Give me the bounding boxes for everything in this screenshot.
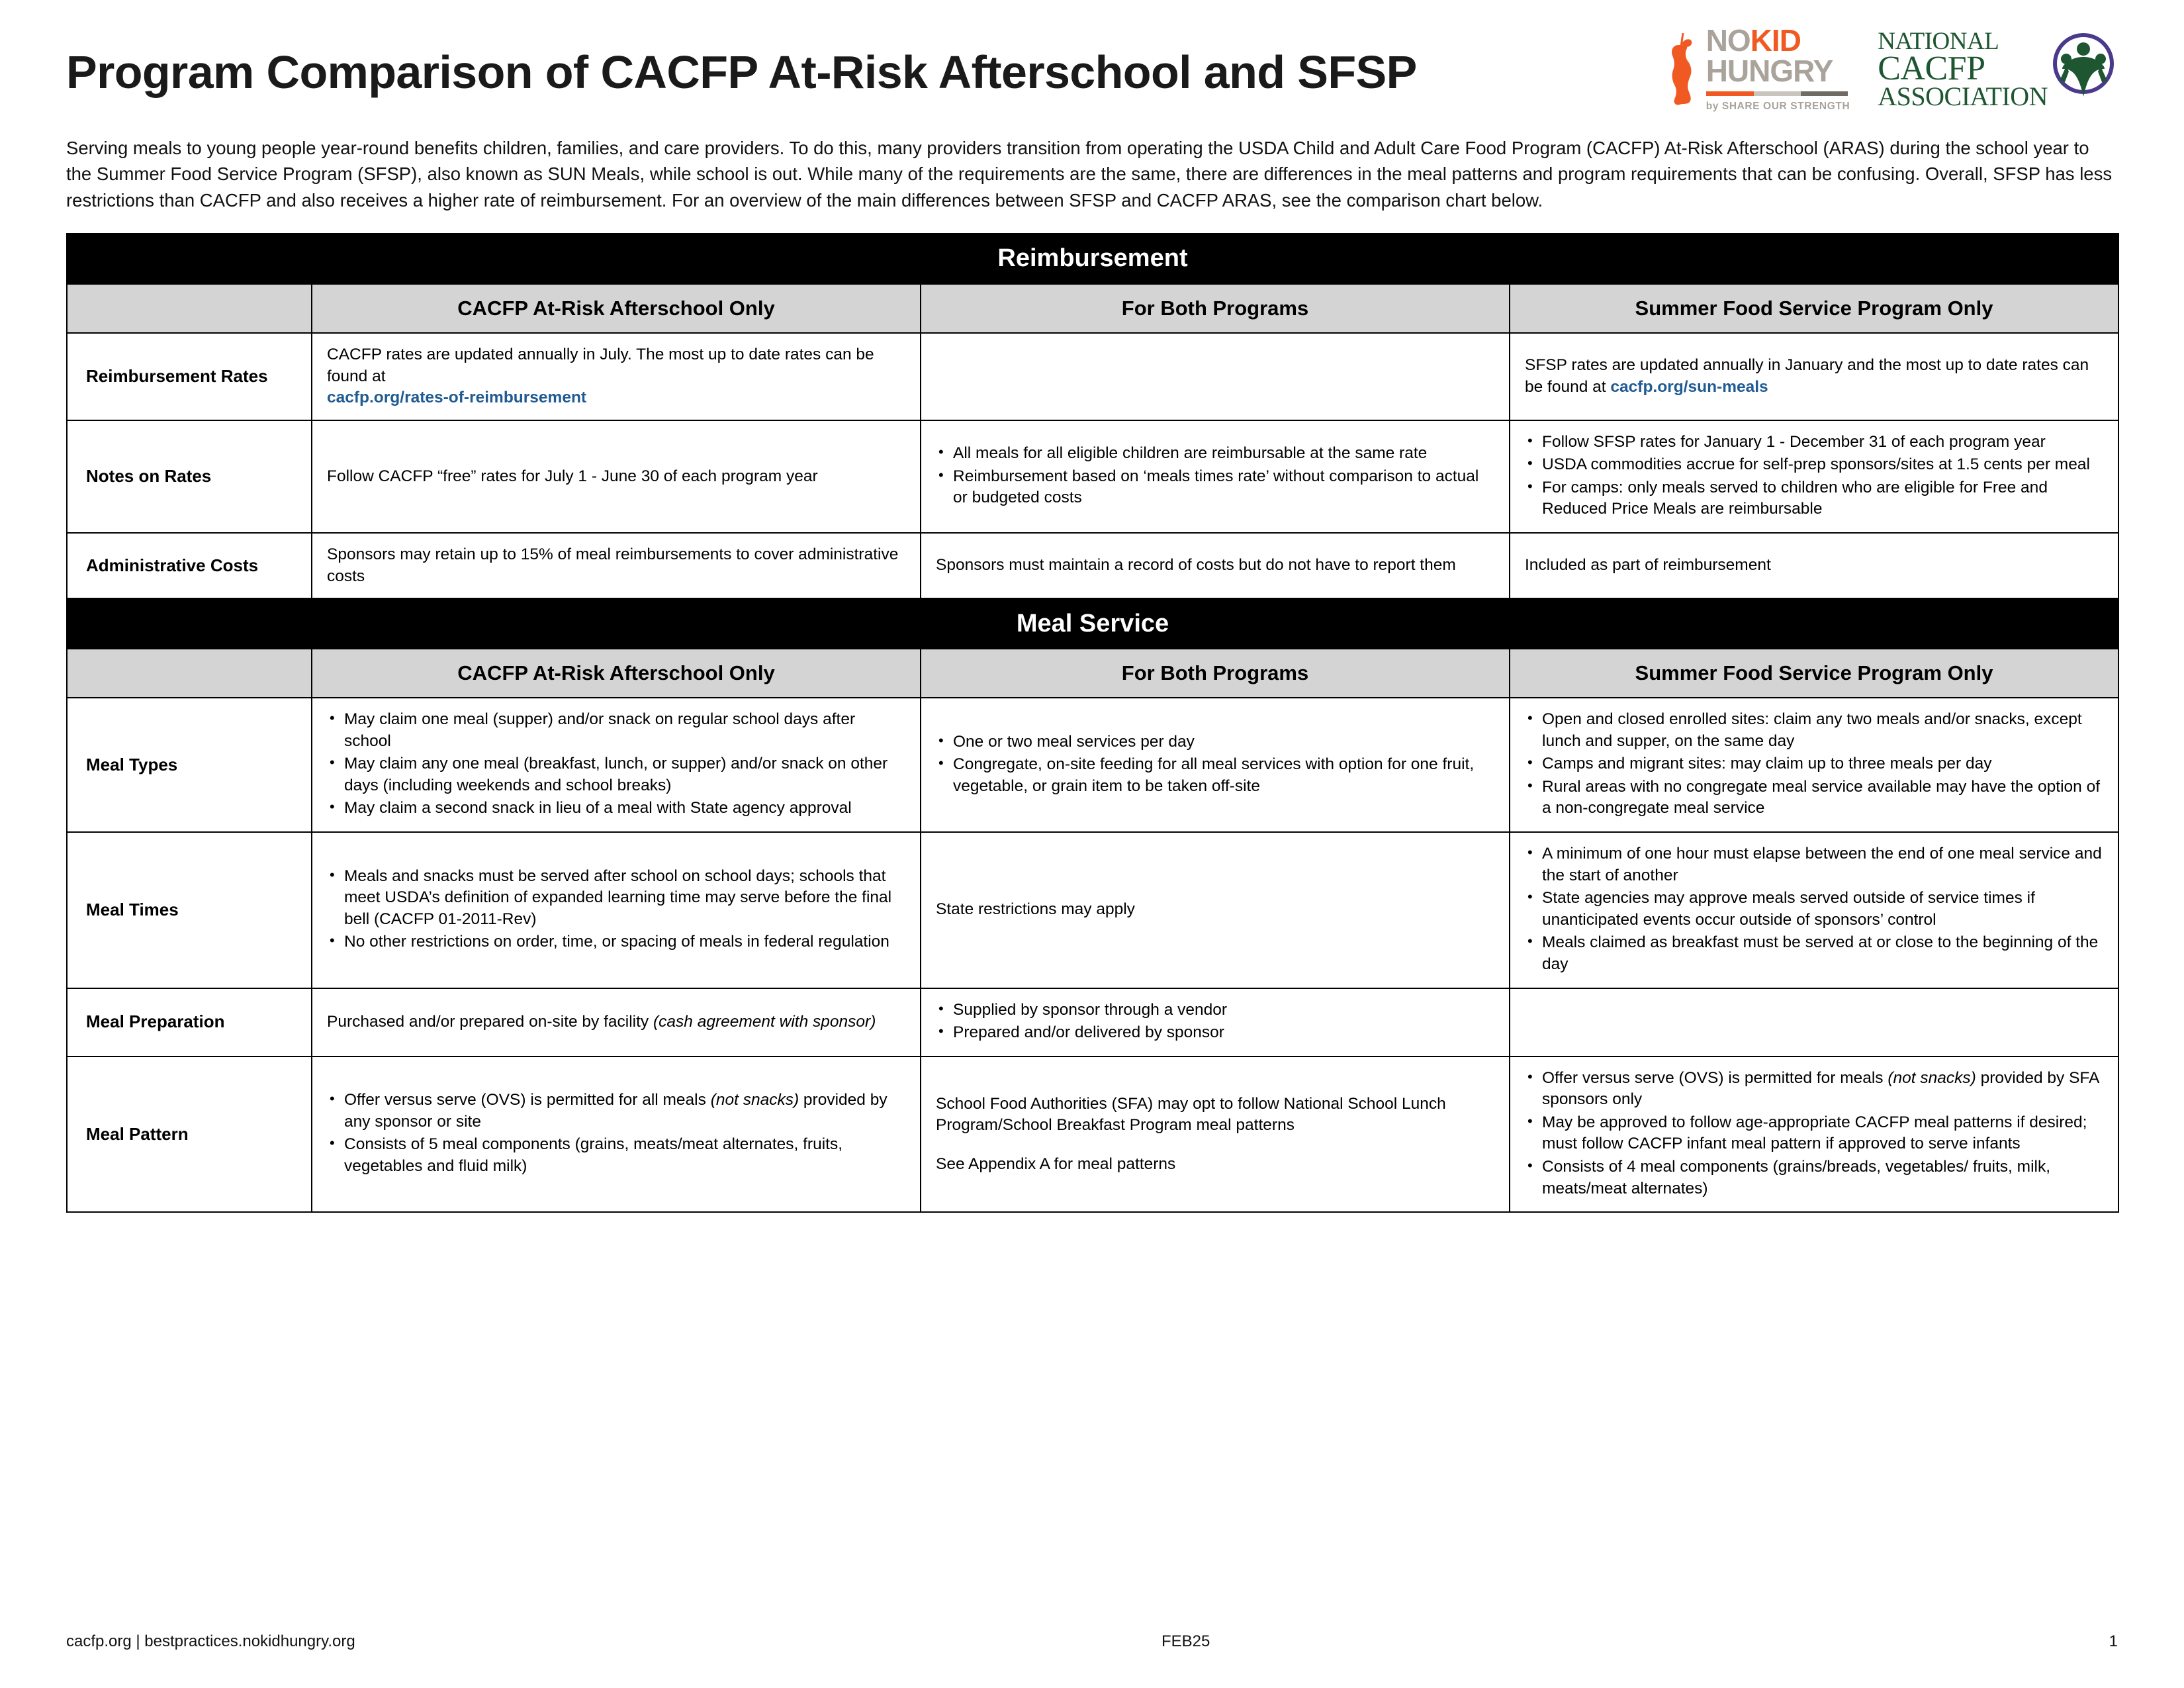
bullet-list — [936, 443, 1494, 509]
list-item: • Meals and snacks must be served after school on school days; schools that meet USDA’s definition of expanded learning time may serve before the final bell (CACFP 01-2011-Rev) — [327, 866, 905, 931]
cell-text: Included as part of reimbursement — [1525, 556, 1771, 575]
list-item: • Follow SFSP rates for January 1 - December 31 of each program year — [1525, 432, 2103, 453]
list-item: • A minimum of one hour must elapse between the end of one meal service and the start of another — [1525, 843, 2103, 886]
cell-meal-types-sfsp — [1510, 698, 2118, 832]
row-label-notes-on-rates: Notes on Rates — [67, 420, 312, 533]
cell-meal-preparation-cacfp — [312, 988, 921, 1056]
section-band-reimbursement: Reimbursement — [67, 234, 2118, 284]
list-item: • Reimbursement based on ‘meals times rate’ without comparison to actual or budgeted costs — [936, 466, 1494, 509]
table-row — [67, 988, 2118, 1056]
people-circle-icon — [2049, 32, 2118, 101]
cell-reimbursement-rates-sfsp — [1510, 333, 2118, 420]
row-label-meal-preparation: Meal Preparation — [67, 988, 312, 1056]
cell-text: Follow CACFP “free” rates for July 1 - June 30 of each program year — [327, 467, 818, 485]
section-band-row — [67, 598, 2118, 649]
ncacfp-wordmark — [1878, 27, 2048, 111]
cell-meal-times-both — [921, 832, 1510, 988]
list-item: • One or two meal services per day — [936, 731, 1494, 753]
bullet-list — [1525, 432, 2103, 520]
link-sun-meals[interactable]: cacfp.org/sun-meals — [1610, 377, 1768, 396]
cell-notes-on-rates-sfsp — [1510, 420, 2118, 533]
row-label-meal-times: Meal Times — [67, 832, 312, 988]
page-footer — [66, 1632, 2118, 1651]
cell-notes-on-rates-both — [921, 420, 1510, 533]
footer-date-text: FEB25 — [1161, 1632, 1210, 1650]
page-header — [66, 0, 2118, 132]
nkh-tagline: by SHARE OUR STRENGTH — [1706, 100, 1850, 112]
list-item: • Rural areas with no congregate meal service available may have the option of a non-congregate meal service — [1525, 776, 2103, 820]
bullet-list — [327, 709, 905, 820]
cell-text: Sponsors must maintain a record of costs but do not have to report them — [936, 556, 1456, 575]
ncacfp-line-association: ASSOCIATION — [1878, 81, 2048, 111]
no-kid-hungry-logo — [1666, 23, 1850, 112]
list-item: • May claim any one meal (breakfast, lunch, or supper) and/or snack on other days (including weekends and school breaks) — [327, 753, 905, 796]
apple-core-icon — [1666, 33, 1697, 106]
list-item: • Congregate, on-site feeding for all meal services with option for one fruit, vegetable, or grain item to be taken off-site — [936, 754, 1494, 797]
table-row — [67, 420, 2118, 533]
cell-text-italic: (cash agreement with sponsor) — [653, 1012, 876, 1031]
cell-text: School Food Authorities (SFA) may opt to follow National School Lunch Program/School Breakfast Program meal patterns — [936, 1094, 1446, 1135]
column-header-both-2: For Both Programs — [921, 649, 1510, 698]
column-header-blank-1 — [67, 284, 312, 333]
cell-reimbursement-rates-both — [921, 333, 1510, 420]
column-header-row — [67, 649, 2118, 698]
list-item: • May claim a second snack in lieu of a meal with State agency approval — [327, 798, 905, 820]
link-rates-of-reimbursement[interactable]: cacfp.org/rates-of-reimbursement — [327, 389, 587, 407]
cell-text: State restrictions may apply — [936, 900, 1135, 919]
row-label-reimbursement-rates: Reimbursement Rates — [67, 333, 312, 420]
bullet-list — [1525, 709, 2103, 820]
cell-meal-preparation-both — [921, 988, 1510, 1056]
row-label-meal-pattern: Meal Pattern — [67, 1056, 312, 1212]
nkh-kid-text: KID — [1750, 23, 1801, 58]
ncacfp-line-national: NATIONAL — [1878, 27, 1999, 55]
list-item: • Supplied by sponsor through a vendor — [936, 1000, 1494, 1021]
table-row — [67, 698, 2118, 832]
list-item: • No other restrictions on order, time, or spacing of meals in federal regulation — [327, 931, 905, 953]
bullet-list — [936, 731, 1494, 798]
column-header-cacfp-1: CACFP At-Risk Afterschool Only — [312, 284, 921, 333]
list-item: • May be approved to follow age-appropriate CACFP meal patterns if desired; must follow CACFP infant meal pattern if approved to serve infants — [1525, 1112, 2103, 1155]
cell-meal-types-cacfp — [312, 698, 921, 832]
list-item: • Consists of 5 meal components (grains, meats/meat alternates, fruits, vegetables and fluid milk) — [327, 1134, 905, 1177]
column-header-sfsp-1: Summer Food Service Program Only — [1510, 284, 2118, 333]
section-band-meal-service: Meal Service — [67, 598, 2118, 649]
list-item: • Prepared and/or delivered by sponsor — [936, 1022, 1494, 1044]
nkh-line-one — [1706, 23, 1850, 58]
bullet-list — [1525, 843, 2103, 975]
footer-left-text: cacfp.org | bestpractices.nokidhungry.org — [66, 1632, 355, 1650]
bullet-list — [327, 866, 905, 953]
no-kid-hungry-wordmark — [1706, 23, 1850, 112]
cell-administrative-costs-both — [921, 533, 1510, 598]
cell-text: Purchased and/or prepared on-site by facility — [327, 1012, 653, 1031]
table-row — [67, 533, 2118, 598]
section-band-row — [67, 234, 2118, 284]
cell-text: Sponsors may retain up to 15% of meal reimbursements to cover administrative costs — [327, 545, 899, 585]
cell-administrative-costs-sfsp — [1510, 533, 2118, 598]
cell-text: See Appendix A for meal patterns — [936, 1154, 1176, 1173]
list-item: • Offer versus serve (OVS) is permitted for meals (not snacks) provided by SFA sponsors only — [1525, 1068, 2103, 1111]
table-row — [67, 1056, 2118, 1212]
intro-paragraph: Serving meals to young people year-round benefits children, families, and care providers. To do this, many providers transition from operating the USDA Child and Adult Care Food Program (CACFP) At-Risk Afterschool (ARAS) during the school year to the Summer Food Service Program (SFSP), also known as SUN Meals, while school is out. While many of the requirements are the same, there are differences in the meal patterns and program requirements that can be confusing. Overall, SFSP has less restrictions than CACFP and also receives a higher rate of reimbursement. For an overview of the main differences between SFSP and CACFP ARAS, see the comparison chart below. — [66, 138, 2113, 211]
national-cacfp-association-logo — [1878, 27, 2118, 111]
nkh-accent-bar — [1706, 91, 1848, 96]
row-label-administrative-costs: Administrative Costs — [67, 533, 312, 598]
cell-meal-pattern-sfsp — [1510, 1056, 2118, 1212]
column-header-cacfp-2: CACFP At-Risk Afterschool Only — [312, 649, 921, 698]
list-item: • Consists of 4 meal components (grains/breads, vegetables/ fruits, milk, meats/meat alternates) — [1525, 1156, 2103, 1199]
cell-text: CACFP rates are updated annually in July. The most up to date rates can be found at — [327, 345, 874, 385]
bullet-list — [1525, 1068, 2103, 1199]
nkh-no-text: NO — [1706, 23, 1751, 58]
cell-meal-pattern-both — [921, 1056, 1510, 1212]
list-item: • For camps: only meals served to children who are eligible for Free and Reduced Price Meals are reimbursable — [1525, 477, 2103, 520]
cell-administrative-costs-cacfp — [312, 533, 921, 598]
cell-notes-on-rates-cacfp — [312, 420, 921, 533]
cell-meal-types-both — [921, 698, 1510, 832]
cell-meal-times-sfsp — [1510, 832, 2118, 988]
page-title: Program Comparison of CACFP At-Risk Afterschool and SFSP — [66, 46, 1417, 99]
column-header-blank-2 — [67, 649, 312, 698]
nkh-hungry-text: HUNGRY — [1706, 54, 1833, 88]
list-item: • May claim one meal (supper) and/or snack on regular school days after school — [327, 709, 905, 752]
row-label-meal-types: Meal Types — [67, 698, 312, 832]
list-item: • Offer versus serve (OVS) is permitted for all meals (not snacks) provided by any sponsor or site — [327, 1090, 905, 1133]
cell-text: SFSP rates are updated annually in January and the most up to date rates can be found at — [1525, 356, 2089, 396]
bullet-list — [936, 1000, 1494, 1044]
table-row — [67, 333, 2118, 420]
cell-meal-times-cacfp — [312, 832, 921, 988]
column-header-both-1: For Both Programs — [921, 284, 1510, 333]
ncacfp-line-cacfp: CACFP — [1878, 49, 1985, 87]
cell-meal-preparation-sfsp — [1510, 988, 2118, 1056]
cell-reimbursement-rates-cacfp — [312, 333, 921, 420]
program-comparison-table — [66, 233, 2119, 1213]
column-header-row — [67, 284, 2118, 333]
list-item: • Camps and migrant sites: may claim up to three meals per day — [1525, 753, 2103, 775]
footer-page-number: 1 — [2109, 1632, 2118, 1650]
table-row — [67, 832, 2118, 988]
bullet-list — [327, 1090, 905, 1177]
list-item: • Meals claimed as breakfast must be served at or close to the beginning of the day — [1525, 932, 2103, 975]
list-item: • State agencies may approve meals served outside of service times if unanticipated events occur outside of sponsors’ control — [1525, 888, 2103, 931]
logo-group — [1666, 20, 2118, 112]
list-item: • USDA commodities accrue for self-prep sponsors/sites at 1.5 cents per meal — [1525, 454, 2103, 476]
list-item: • All meals for all eligible children are reimbursable at the same rate — [936, 443, 1494, 465]
cell-meal-pattern-cacfp — [312, 1056, 921, 1212]
column-header-sfsp-2: Summer Food Service Program Only — [1510, 649, 2118, 698]
list-item: • Open and closed enrolled sites: claim any two meals and/or snacks, except lunch and supper, on the same day — [1525, 709, 2103, 752]
